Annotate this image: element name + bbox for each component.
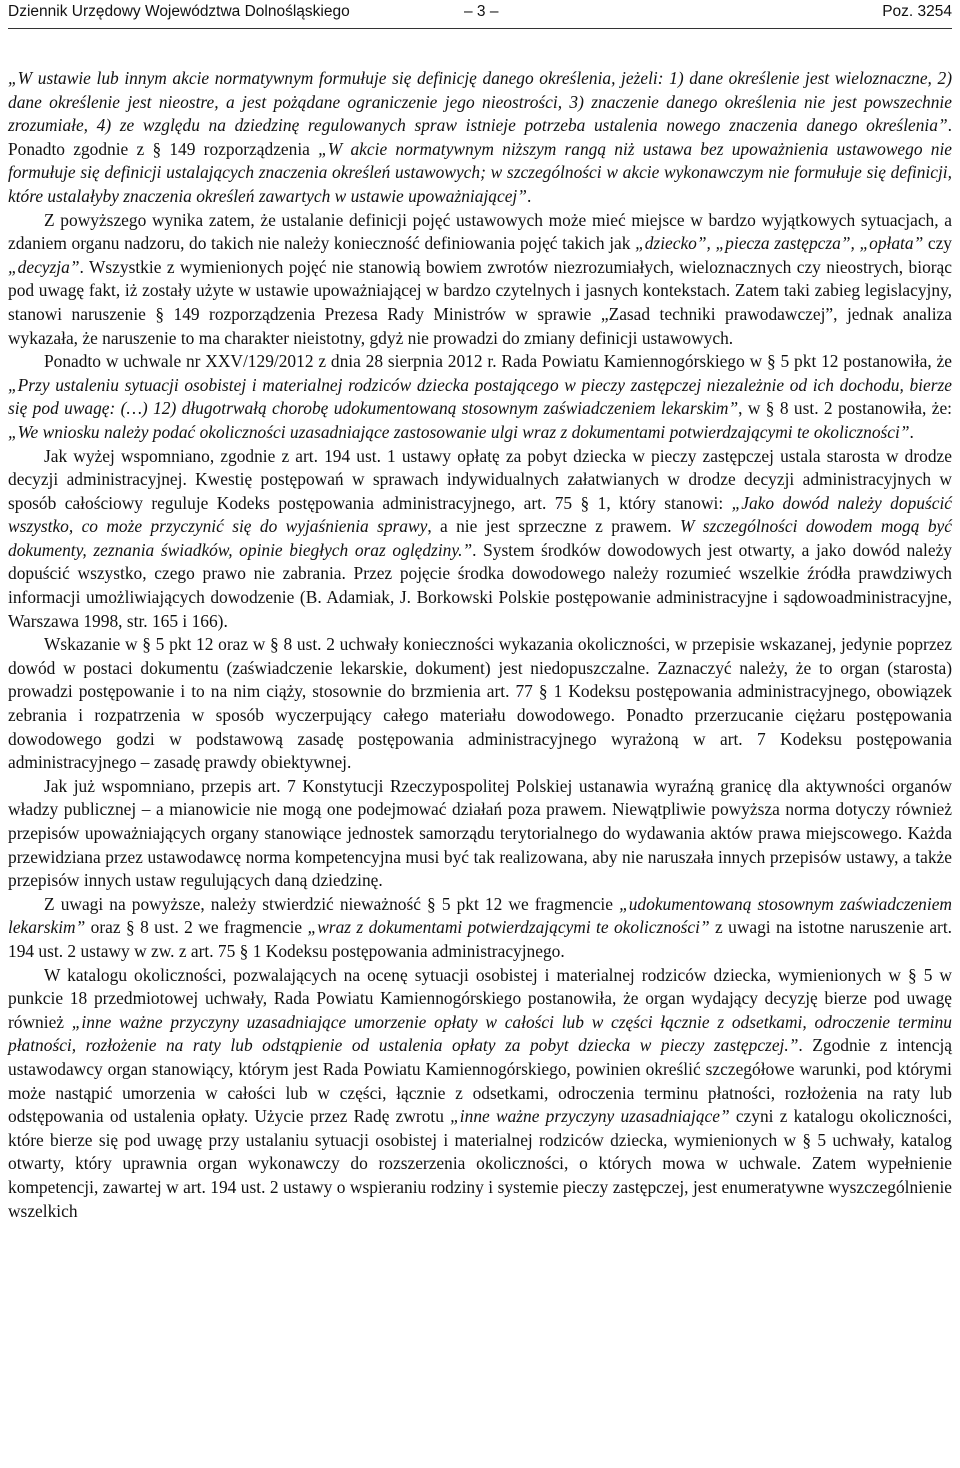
- text-run: .: [909, 421, 914, 442]
- page-header: [8, 0, 952, 29]
- quoted-text: „wraz z dokumentami potwierdzającymi te okoliczności”: [307, 917, 710, 938]
- text-run: , w § 8 ust. 2 postanowiła, że:: [738, 398, 952, 419]
- text-run: z uwagi na istotne naruszenie art. 194 ust. 2 ustawy w zw. z art. 75 § 1 Kodeksu postępowania administracyjnego.: [8, 917, 953, 961]
- text-run: oraz § 8 ust. 2 we fragmencie: [85, 917, 308, 938]
- paragraph: [8, 775, 952, 893]
- text-run: Wskazanie w § 5 pkt 12 oraz w § 8 ust. 2 uchwały konieczności wykazania okoliczności, w przepisie wskazanej, jedynie poprzez dowód w postaci dokumentu (zaświadczenie lekarskie, dokument) jest niedopuszczalne. Zaznaczyć należy, że to organ (starosta) prowadzi postępowanie i to na nim ciąży, stosownie do brzmienia art. 77 § 1 Kodeksu postępowania administracyjnego, obowiązek zebrania i rozpatrzenia w sposób wyczerpujący całego materiału dowodowego. Ponadto przerzucanie ciężaru postępowania dowodowego godzi w podstawową zasadę postępowania administracyjnego wyrażoną w art. 7 Kodeksu postępowania administracyjnego – zasadę prawdy obiektywnej.: [8, 634, 952, 773]
- text-run: czy: [923, 233, 952, 254]
- quoted-text: „Przy ustaleniu sytuacji osobistej i materialnej rodziców dziecka postającego w pieczy zastępczej niezależnie od ich dochodu, bierze się pod uwagę: (…) 12) długotrwałą chorobę udokumentowaną stosownym zaświadczeniem lekarskim”: [8, 374, 952, 419]
- text-run: Z uwagi na powyższe, należy stwierdzić nieważność § 5 pkt 12 we fragmencie: [44, 893, 620, 914]
- paragraph: [8, 633, 952, 775]
- text-run: Jak już wspomniano, przepis art. 7 Konstytucji Rzeczypospolitej Polskiej ustanawia wyraźną granicę dla aktywności organów władzy publicznej – a mianowicie nie mogą one podejmować działań poza prawem. Niewątpliwie powyższa norma dotyczy również przepisów upoważniających organy stanowiące jednostek samorządu terytorialnego do wydawania aktów prawa miejscowego. Każda przewidziana przez ustawodawcę norma kompetencyjna musi być tak realizowana, aby nie naruszała innych przepisów ustawy, a także przepisów innych ustaw regulujących daną dziedzinę.: [8, 775, 952, 891]
- text-run: Ponadto w uchwale nr XXV/129/2012 z dnia 28 sierpnia 2012 r. Rada Powiatu Kamiennogórskiego w § 5 pkt 12 postanowiła, że: [44, 351, 952, 372]
- text-run: .: [526, 185, 532, 206]
- quoted-text: „udokumentowaną stosownym zaświadczeniem lekarskim”: [8, 893, 952, 938]
- document-body: [8, 67, 952, 1223]
- document-page: [8, 0, 952, 1468]
- text-run: . Wszystkie z wymienionych pojęć nie stanowią bowiem zwrotów niezrozumiałych, wieloznacznych czy nieostrych, biorąc pod uwagę fakt, iż zostały użyte w ustawie upoważniającej w bardzo czytelnych i jasnych kontekstach. Zatem taki zabieg legislacyjny, stanowi naruszenie § 149 rozporządzenia Prezesa Rady Ministrów w sprawie „Zasad techniki prawodawczej”, jednak analiza wykazała, że naruszenie to ma charakter nieistotny, gdyż nie prowadzi do zmiany definicji ustawowych.: [8, 256, 952, 348]
- quoted-text: „We wniosku należy podać okoliczności uzasadniające zastosowanie ulgi wraz z dokumentami potwierdzającymi te okoliczności”: [8, 421, 910, 442]
- paragraph: [8, 67, 952, 209]
- paragraph: [8, 964, 952, 1224]
- paragraph: [8, 209, 952, 351]
- text-run: . Ponadto zgodnie z § 149 rozporządzenia: [8, 115, 952, 159]
- quoted-text: „W akcie normatywnym niższym rangą niż ustawa bez upoważnienia ustawowego nie formułuje się definicji ustalających znaczenia określeń ustawowych; w szczególności w akcie wykonawczym nie formułuje się definicji, które ustalałyby znaczenia określeń zawartych w ustawie upoważniającej”: [8, 138, 952, 206]
- page-number: – 3 –: [464, 3, 499, 20]
- text-run: . Zgodnie z intencją ustawodawcy organ stanowiący, którym jest Rada Powiatu Kamiennogórskiego, powinien określić szczegółowe warunki, pod którymi może nastąpić umorzenia w całości lub w części, łącznie z odsetkami, odroczenia terminu płatności, rozłożenia na raty lub odstępowania od ustalenia opłaty. Użycie przez Radę zwrotu: [8, 1035, 953, 1127]
- text-run: . System środków dowodowych jest otwarty, a jako dowód należy dopuścić wszystko, czego prawo nie zabrania. Przez pojęcie środka dowodowego należy rozumieć wszelkie źródła prawdziwych informacji umożliwiających dowodzenie (B. Adamiak, J. Borkowski Polskie postępowanie administracyjne i sądowoadministracyjne, Warszawa 1998, str. 165 i 166).: [8, 539, 952, 631]
- quoted-text: „W ustawie lub innym akcie normatywnym formułuje się definicję danego określenia, jeżeli: 1) dane określenie jest wieloznaczne, 2) dane określenie jest nieostre, a jest pożądane ograniczenie jego nieostrości, 3) znaczenie danego określenia nie jest powszechnie zrozumiałe, 4) ze względu na dziedzinę regulowanych spraw istnieje potrzeba ustalenia nowego znaczenia danego określenia”: [8, 68, 952, 136]
- paragraph: [8, 893, 952, 964]
- text-run: W katalogu okoliczności, pozwalających na ocenę sytuacji osobistej i materialnej rodziców dziecka, wymienionych w § 5 w punkcie 18 przedmiotowej uchwały, Rada Powiatu Kamiennogórskiego postanowiła, że organ wydający decyzję bierze pod uwagę również: [8, 964, 952, 1032]
- quoted-text: „inne ważne przyczyny uzasadniające umorzenie opłaty w całości lub w części łącznie z odsetkami, odroczenie terminu płatności, rozłożenie na raty lub odstąpienie od ustalenia opłaty za pobyt dziecka w pieczy zastępczej.”: [8, 1011, 952, 1056]
- quoted-text: „inne ważne przyczyny uzasadniające”: [450, 1106, 730, 1127]
- quoted-text: „dziecko”, „piecza zastępcza”, „opłata”: [635, 233, 924, 254]
- text-run: Z powyższego wynika zatem, że ustalanie definicji pojęć ustawowych może mieć miejsce w bardzo wyjątkowych sytuacjach, a zdaniem organu nadzoru, do takich nie należy konieczność definiowania pojęć takich jak: [8, 209, 952, 254]
- text-run: czyni z katalogu okoliczności, które bierze się pod uwagę przy ustalaniu sytuacji osobistej i materialnej rodziców dziecka, wymienionych w § 5 uchwały, katalog otwarty, który uprawnia organ wykonawczy do rozszerzenia okoliczności, o których mowa w uchwale. Zatem wypełnienie kompetencji, zawartej w art. 194 ust. 2 ustawy o wspieraniu rodziny i systemie pieczy zastępczej, jest enumeratywne wyszczególnienie wszelkich: [8, 1106, 952, 1221]
- text-run: Jak wyżej wspomniano, zgodnie z art. 194 ust. 1 ustawy opłatę za pobyt dziecka w pieczy zastępczej ustala starosta w drodze decyzji administracyjnej. Kwestię postępowań w sprawach indywidualnych załatwianych w drodze decyzji administracyjnych w sposób całościowy reguluje Kodeks postępowania administracyjnego, art. 75 § 1, który stanowi:: [8, 445, 952, 513]
- quoted-text: W szczególności dowodem mogą być dokumenty, zeznania świadków, opinie biegłych oraz oględziny.”: [8, 516, 952, 560]
- position-number: Poz. 3254: [882, 3, 952, 20]
- text-run: , a nie jest sprzeczne z prawem.: [427, 516, 680, 537]
- paragraph: [8, 445, 952, 634]
- quoted-text: „Jako dowód należy dopuścić wszystko, co może przyczynić się do wyjaśnienia sprawy: [8, 492, 952, 537]
- quoted-text: „decyzja”: [8, 256, 80, 277]
- paragraph: [8, 350, 952, 444]
- journal-title: Dziennik Urzędowy Województwa Dolnośląskiego: [8, 3, 350, 20]
